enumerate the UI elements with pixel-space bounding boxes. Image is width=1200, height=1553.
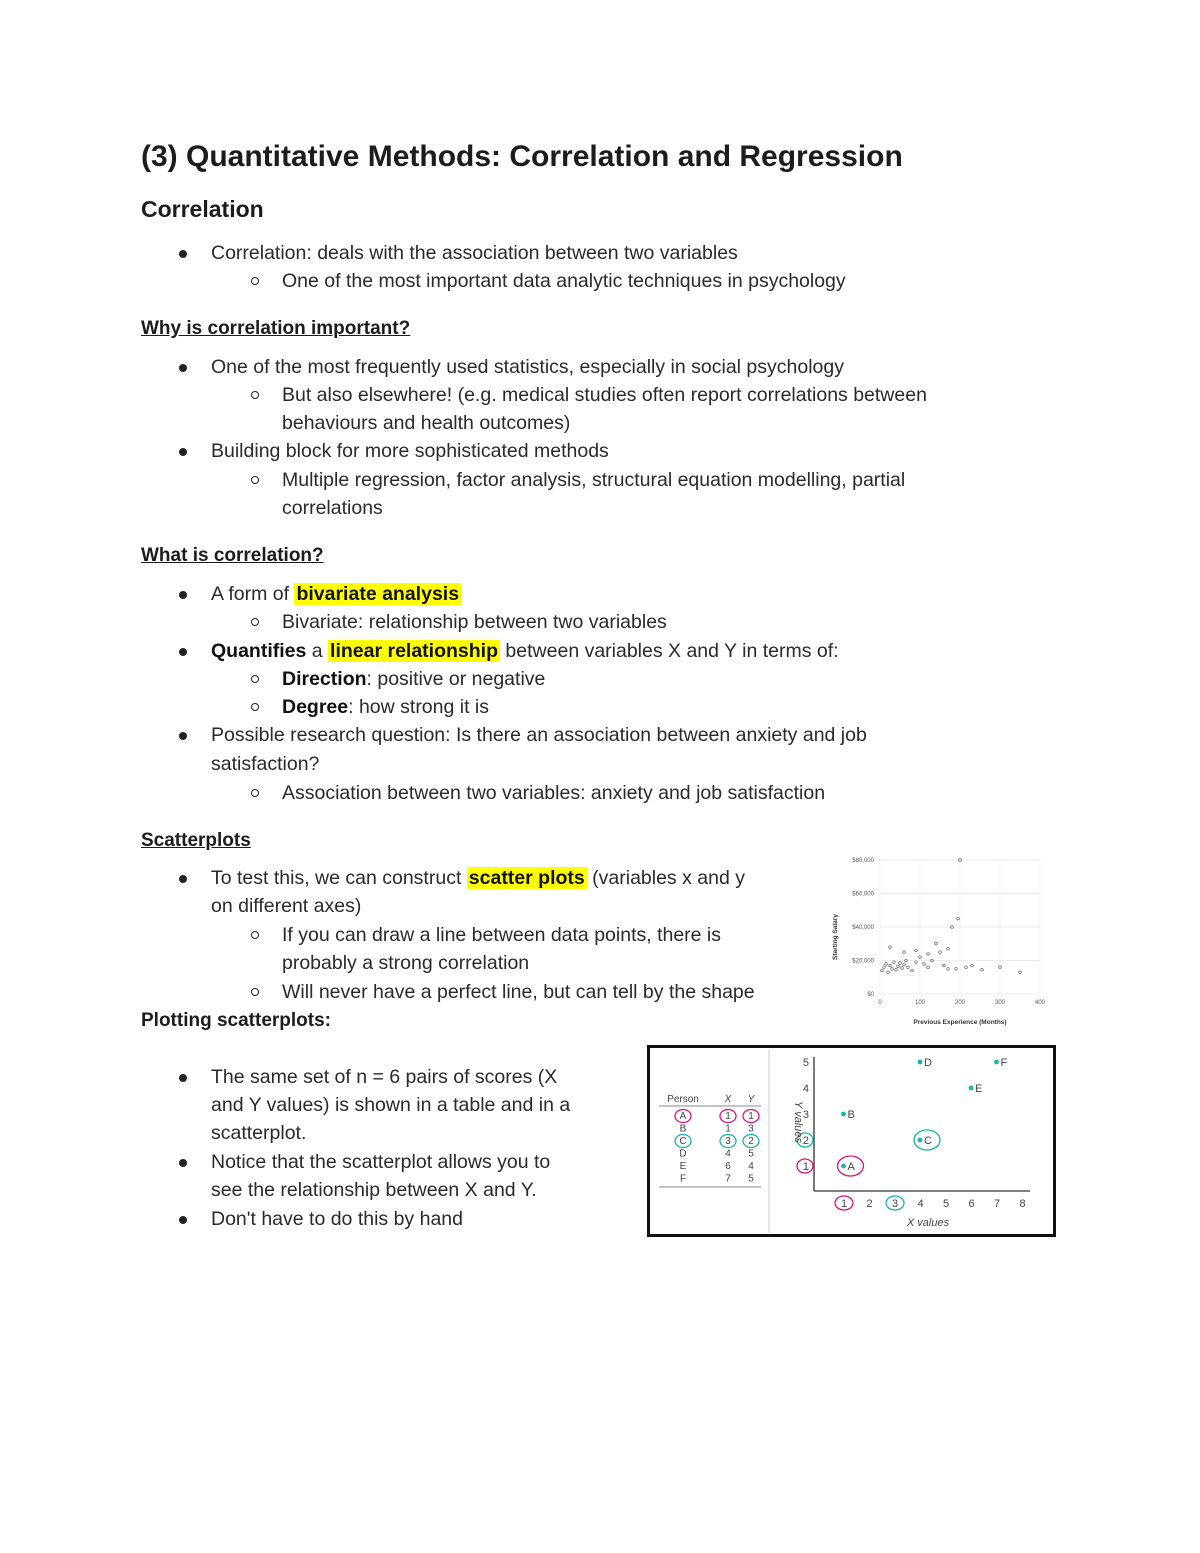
x-tick-label: 400 <box>1034 1000 1046 1006</box>
y-tick-label: $0 <box>867 992 874 998</box>
highlight-linear-relationship: linear relationship <box>330 640 499 662</box>
table-cell: E <box>679 1161 687 1172</box>
bullet-correlation-def: Correlation: deals with the association between two variables <box>211 239 738 267</box>
page-title: (3) Quantitative Methods: Correlation and Regression <box>141 140 903 173</box>
x-axis-label: Previous Experience (Months) <box>913 1019 1007 1026</box>
point-label: D <box>924 1057 932 1069</box>
heading-plotting-scatterplots: Plotting scatterplots: <box>141 1010 332 1031</box>
table-cell: C <box>679 1136 687 1147</box>
text: : how strong it is <box>348 696 490 718</box>
table-cell: B <box>679 1123 687 1135</box>
x-tick-label: 300 <box>994 1000 1006 1006</box>
bold-direction: Direction <box>282 668 367 690</box>
x-tick-label: 8 <box>1019 1198 1026 1210</box>
bullet-quantifies <box>211 637 839 665</box>
subbullet-bivariate-def: Bivariate: relationship between two variables <box>282 608 667 636</box>
text: between variables X and Y in terms of: <box>500 640 839 662</box>
x-tick-label: 5 <box>942 1198 950 1210</box>
x-tick-label: 7 <box>993 1198 1001 1210</box>
subbullet-elsewhere-2: behaviours and health outcomes) <box>282 412 571 434</box>
highlight-bivariate-analysis: bivariate analysis <box>296 583 460 605</box>
y-tick-label: 1 <box>802 1161 809 1173</box>
y-tick-label: 4 <box>802 1083 809 1095</box>
subbullet-draw-line-2: probably a strong correlation <box>282 952 530 974</box>
table-cell: D <box>679 1148 687 1160</box>
table-cell: 2 <box>748 1136 754 1147</box>
text: (variables x and y <box>586 867 745 889</box>
table-header: Person <box>667 1094 699 1105</box>
bullet-building-block: Building block for more sophisticated methods <box>211 437 609 465</box>
y-tick-label: $20,000 <box>852 958 874 965</box>
subbullet-direction <box>282 665 545 693</box>
table-cell: 7 <box>725 1173 731 1185</box>
table-cell: 4 <box>725 1148 731 1160</box>
table-cell: 1 <box>748 1111 754 1122</box>
bold-degree: Degree <box>282 696 349 718</box>
x-tick-label: 3 <box>891 1198 899 1210</box>
table-cell: 1 <box>725 1111 731 1122</box>
subbullet-methods-1: Multiple regression, factor analysis, structural equation modelling, partial <box>282 466 905 494</box>
point-label: A <box>847 1161 855 1173</box>
y-tick-label: $40,000 <box>852 925 874 931</box>
subbullet-important: One of the most important data analytic techniques in psychology <box>282 267 846 295</box>
y-axis-label: Starting Salary <box>832 914 839 960</box>
subbullet-methods-2: correlations <box>282 497 383 519</box>
point-d <box>918 1060 923 1065</box>
table-cell: 3 <box>748 1123 754 1135</box>
table-header: Y <box>747 1094 755 1105</box>
y-tick-label: 5 <box>802 1057 809 1069</box>
salary-scatterplot <box>828 852 1054 1030</box>
bullet-construct-scatter-2: on different axes) <box>211 895 362 917</box>
table-cell: F <box>679 1173 687 1185</box>
x-tick-label: 6 <box>968 1198 975 1210</box>
point-label: C <box>924 1135 932 1147</box>
table-cell: A <box>679 1111 687 1122</box>
table-and-scatterplot-figure <box>647 1045 1056 1237</box>
y-tick-label: 2 <box>802 1135 809 1147</box>
subbullet-never-perfect: Will never have a perfect line, but can tell by the shape <box>282 978 755 1006</box>
text: To test this, we can construct <box>211 867 467 889</box>
table-cell: 5 <box>748 1148 754 1160</box>
point-label: E <box>975 1083 983 1095</box>
bullet-research-question-2: satisfaction? <box>211 753 320 775</box>
heading-why-important: Why is correlation important? <box>141 318 411 339</box>
bullet-same-set-1: The same set of n = 6 pairs of scores (X <box>211 1063 557 1091</box>
point-b <box>841 1112 846 1117</box>
point-e <box>969 1086 974 1091</box>
heading-scatterplots: Scatterplots <box>141 830 251 851</box>
subbullet-degree <box>282 693 489 721</box>
table-cell: 6 <box>725 1161 731 1172</box>
point-label: B <box>847 1109 855 1121</box>
point-c <box>918 1138 923 1143</box>
highlight-scatter-plots: scatter plots <box>468 867 585 889</box>
heading-what-is: What is correlation? <box>141 545 324 566</box>
text: a <box>306 640 329 662</box>
bullet-same-set-2: and Y values) is shown in a table and in a <box>211 1094 571 1116</box>
bullet-notice-2: see the relationship between X and Y. <box>211 1179 537 1201</box>
x-tick-label: 4 <box>917 1198 924 1210</box>
y-tick-label: $80,000 <box>852 858 874 864</box>
bullet-same-set-3: scatterplot. <box>211 1122 307 1144</box>
subbullet-association: Association between two variables: anxiety and job satisfaction <box>282 779 825 807</box>
text: : positive or negative <box>366 668 546 690</box>
table-cell: 5 <box>748 1173 754 1185</box>
subbullet-elsewhere-1: But also elsewhere! (e.g. medical studies often report correlations between <box>282 381 927 409</box>
bullet-research-question-1: Possible research question: Is there an association between anxiety and job <box>211 721 867 749</box>
table-header: X <box>724 1094 732 1105</box>
y-tick-label: $60,000 <box>852 891 874 898</box>
x-tick-label: 1 <box>840 1198 848 1210</box>
point-label: F <box>1000 1057 1008 1069</box>
table-cell: 1 <box>725 1123 731 1135</box>
bullet-construct-scatter <box>211 864 745 892</box>
text: A form of <box>211 583 295 605</box>
chart-background <box>828 852 1054 1030</box>
bullet-by-hand: Don't have to do this by hand <box>211 1205 463 1233</box>
point-f <box>994 1060 999 1065</box>
x-axis-label: X values <box>906 1217 950 1229</box>
y-axis-label: Y values <box>792 1101 804 1143</box>
table-cell: 4 <box>748 1161 754 1172</box>
y-tick-label: 3 <box>802 1109 809 1121</box>
x-tick-label: 2 <box>866 1198 873 1210</box>
bullet-notice-1: Notice that the scatterplot allows you to <box>211 1148 550 1176</box>
bold-quantifies: Quantifies <box>211 640 307 662</box>
point-a <box>841 1164 846 1169</box>
bullet-bivariate <box>211 580 461 608</box>
subbullet-draw-line-1: If you can draw a line between data points, there is <box>282 921 721 949</box>
heading-correlation: Correlation <box>141 196 264 222</box>
bullet-frequently-used: One of the most frequently used statistics, especially in social psychology <box>211 353 844 381</box>
table-cell: 3 <box>725 1136 731 1147</box>
x-tick-label: 100 <box>914 1000 926 1006</box>
x-tick-label: 0 <box>878 1000 882 1006</box>
x-tick-label: 200 <box>954 1000 966 1006</box>
